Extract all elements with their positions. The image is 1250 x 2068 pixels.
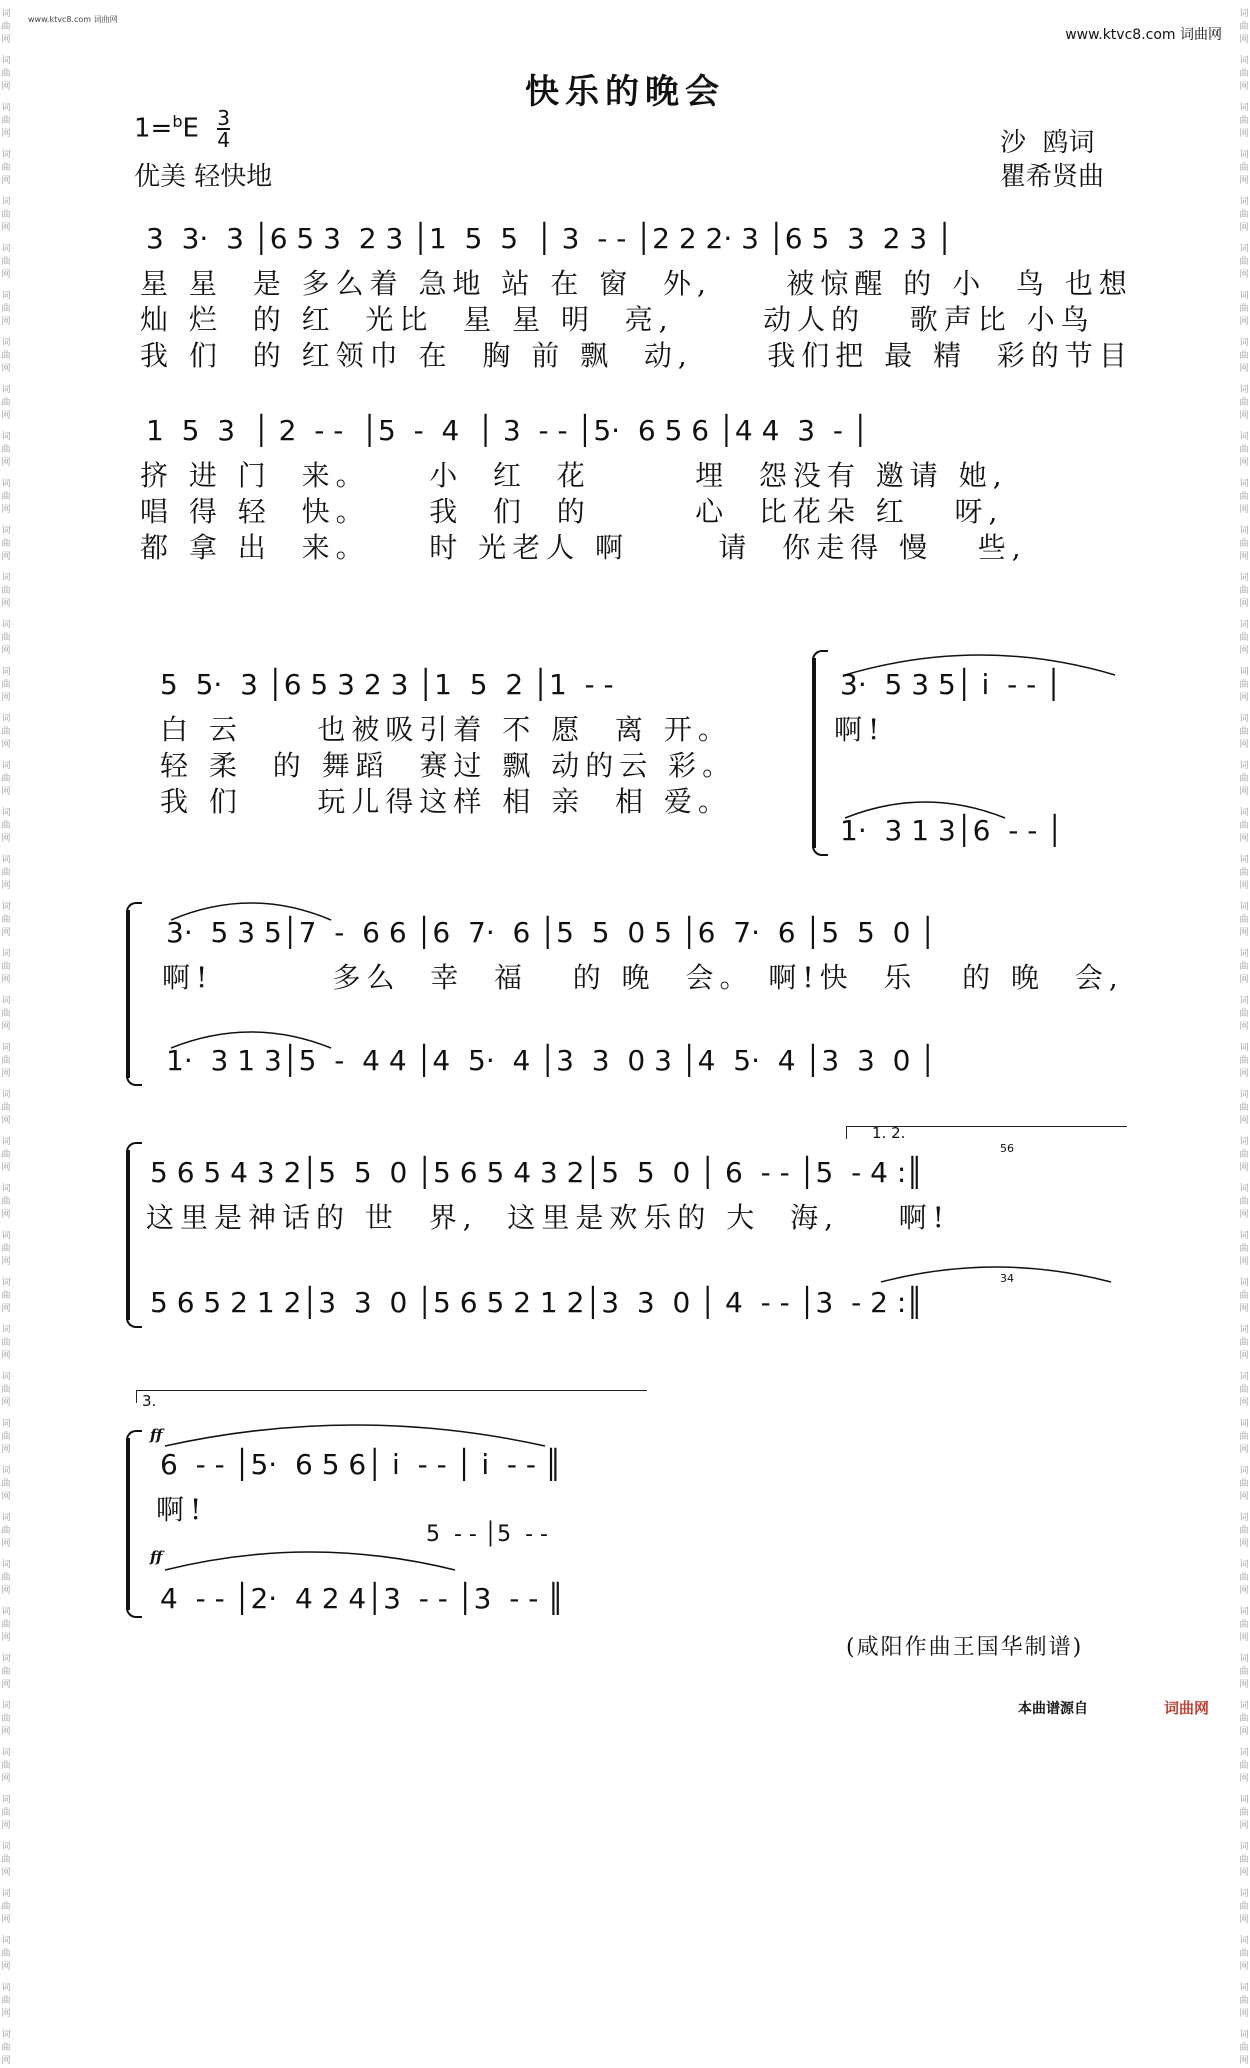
system-6-middle-notes: 5 - - │5 - - (426, 1522, 548, 1547)
key-signature (134, 108, 230, 150)
left-watermark-strip (0, 0, 12, 2066)
grace-notes-lower: 34 (1000, 1272, 1014, 1285)
side-watermark: 词 曲 网 (1, 1419, 11, 1455)
system-6-upper-lyric: 啊! (156, 1493, 208, 1526)
system-3-lower-notes: 1· 3 1 3│6 - - │ (840, 814, 1064, 847)
side-watermark: 词 曲 网 (1239, 761, 1249, 797)
system-4-bracket (126, 910, 130, 1078)
side-watermark: 词 曲 网 (1, 1983, 11, 2019)
side-watermark: 词 曲 网 (1239, 855, 1249, 891)
side-watermark: 词 曲 网 (1239, 103, 1249, 139)
song-title: 快乐的晚会 (525, 72, 725, 112)
side-watermark: 词 曲 网 (1239, 385, 1249, 421)
system-4-upper-notes: 3· 5 3 5│7 - 6 6 │6 7· 6 │5 5 0 5 │6 7· 6 │5 5 0 │ (166, 916, 937, 949)
side-watermark: 词 曲 网 (1, 855, 11, 891)
side-watermark: 词 曲 网 (1239, 808, 1249, 844)
side-watermark: 词 曲 网 (1239, 620, 1249, 656)
side-watermark: 词 曲 网 (1, 714, 11, 750)
side-watermark: 词 曲 网 (1, 1231, 11, 1267)
time-top: 3 (217, 106, 230, 130)
volta-1-2-label: 1. 2. (872, 1124, 906, 1142)
side-watermark: 词 曲 网 (1, 1043, 11, 1079)
side-watermark: 词 曲 网 (1239, 1513, 1249, 1549)
side-watermark: 词 曲 网 (1239, 1137, 1249, 1173)
side-watermark: 词 曲 网 (1239, 1795, 1249, 1831)
system-1-lyric-3: 我 们 的 红领巾 在 胸 前 飘 动, 我们把 最 精 彩的节目 (140, 339, 1133, 372)
side-watermark: 词 曲 网 (1, 1513, 11, 1549)
dynamic-ff-lower: ff (150, 1548, 163, 1566)
system-4-lower-notes: 1· 3 1 3│5 - 4 4 │4 5· 4 │3 3 0 3 │4 5· 4 │3 3 0 │ (166, 1044, 937, 1077)
side-watermark: 词 曲 网 (1, 385, 11, 421)
lyricist: 沙 鸥词 (1000, 128, 1095, 158)
system-1-lyric-1: 星 星 是 多么着 急地 站 在 窗 外, 被惊醒 的 小 鸟 也想 (140, 267, 1133, 300)
side-watermark: 词 曲 网 (1, 1842, 11, 1878)
top-left-site: www.ktvc8.com 词曲网 (28, 15, 118, 24)
system-5-lower-notes: 5 6 5 2 1 2│3 3 0 │5 6 5 2 1 2│3 3 0 │ 4 - - │3 - 2 :║ (150, 1286, 924, 1319)
side-watermark: 词 曲 网 (1, 56, 11, 92)
side-watermark: 词 曲 网 (1, 103, 11, 139)
side-watermark: 词 曲 网 (1239, 1419, 1249, 1455)
side-watermark: 词 曲 网 (1239, 573, 1249, 609)
side-watermark: 词 曲 网 (1239, 479, 1249, 515)
side-watermark: 词 曲 网 (1, 1560, 11, 1596)
system-5-upper-notes: 5 6 5 4 3 2│5 5 0 │5 6 5 4 3 2│5 5 0 │ 6 - - │5 - 4 :║ (150, 1156, 924, 1189)
side-watermark: 词 曲 网 (1, 1466, 11, 1502)
system-4-upper-lyric: 啊! 多么 幸 福 的 晚 会。 啊!快 乐 的 晚 会, (162, 961, 1124, 994)
system-2-notes: 1 5 3 │ 2 - - │5 - 4 │ 3 - - │5· 6 5 6 │4 4 3 - │ (146, 414, 869, 447)
transcriber-credit: (咸阳作曲王国华制谱) (846, 1635, 1084, 1660)
side-watermark: 词 曲 网 (1, 949, 11, 985)
system-3-upper-notes: 3· 5 3 5│ i - - │ (840, 668, 1062, 701)
system-5-bracket (126, 1150, 130, 1320)
side-watermark: 词 曲 网 (1, 526, 11, 562)
side-watermark: 词 曲 网 (1, 808, 11, 844)
system-6-lower-notes: 4 - - │2· 4 2 4│3 - - │3 - - ║ (160, 1582, 565, 1615)
system-6-lower-slur (160, 1540, 460, 1574)
system-3-lyric-2: 轻 柔 的 舞蹈 赛过 飘 动的云 彩。 (160, 749, 737, 782)
system-3-lyric-1: 白 云 也被吸引着 不 愿 离 开。 (160, 713, 732, 746)
top-right-site: www.ktvc8.com 词曲网 (1065, 27, 1222, 43)
volta-3-label: 3. (142, 1392, 157, 1410)
system-5-lower-slur (876, 1256, 1116, 1286)
side-watermark: 词 曲 网 (1, 244, 11, 280)
side-watermark: 词 曲 网 (1239, 1231, 1249, 1267)
side-watermark: 词 曲 网 (1, 197, 11, 233)
side-watermark: 词 曲 网 (1, 9, 11, 45)
side-watermark: 词 曲 网 (1, 291, 11, 327)
side-watermark: 词 曲 网 (1239, 244, 1249, 280)
side-watermark: 词 曲 网 (1, 1278, 11, 1314)
side-watermark: 词 曲 网 (1239, 1090, 1249, 1126)
side-watermark: 词 曲 网 (1239, 667, 1249, 703)
side-watermark: 词 曲 网 (1, 1090, 11, 1126)
side-watermark: 词 曲 网 (1239, 432, 1249, 468)
side-watermark: 词 曲 网 (1, 150, 11, 186)
side-watermark: 词 曲 网 (1, 996, 11, 1032)
side-watermark: 词 曲 网 (1, 902, 11, 938)
system-2-lyric-2: 唱 得 轻 快。 我 们 的 心 比花朵 红 呀, (140, 495, 1004, 528)
side-watermark: 词 曲 网 (1239, 1701, 1249, 1737)
time-signature (217, 108, 230, 150)
side-watermark: 词 曲 网 (1, 1889, 11, 1925)
volta-3 (136, 1390, 647, 1403)
system-6-upper-slur (160, 1410, 550, 1450)
composer: 瞿希贤曲 (1000, 162, 1105, 192)
system-3-bracket (812, 658, 816, 848)
side-watermark: 词 曲 网 (1, 432, 11, 468)
side-watermark: 词 曲 网 (1239, 1936, 1249, 1972)
tempo-marking: 优美 轻快地 (134, 162, 273, 192)
side-watermark: 词 曲 网 (1239, 1842, 1249, 1878)
side-watermark: 词 曲 网 (1, 1795, 11, 1831)
system-3-notes: 5 5· 3 │6 5 3 2 3 │1 5 2 │1 - - (160, 668, 614, 701)
side-watermark: 词 曲 网 (1239, 1372, 1249, 1408)
system-3-lyric-3: 我 们 玩儿得这样 相 亲 相 爱。 (160, 785, 732, 818)
side-watermark: 词 曲 网 (1, 573, 11, 609)
side-watermark: 词 曲 网 (1239, 996, 1249, 1032)
side-watermark: 词 曲 网 (1239, 1184, 1249, 1220)
side-watermark: 词 曲 网 (1239, 1043, 1249, 1079)
side-watermark: 词 曲 网 (1, 1936, 11, 1972)
side-watermark: 词 曲 网 (1239, 1325, 1249, 1361)
side-watermark: 词 曲 网 (1239, 1607, 1249, 1643)
key-prefix: 1= (134, 113, 173, 144)
side-watermark: 词 曲 网 (1, 1654, 11, 1690)
side-watermark: 词 曲 网 (1, 338, 11, 374)
side-watermark: 词 曲 网 (1, 1184, 11, 1220)
side-watermark: 词 曲 网 (1, 667, 11, 703)
side-watermark: 词 曲 网 (1239, 714, 1249, 750)
side-watermark: 词 曲 网 (1, 1137, 11, 1173)
side-watermark: 词 曲 网 (1239, 338, 1249, 374)
side-watermark: 词 曲 网 (1, 1607, 11, 1643)
side-watermark: 词 曲 网 (1, 2030, 11, 2066)
side-watermark: 词 曲 网 (1239, 949, 1249, 985)
time-bottom: 4 (217, 128, 230, 152)
side-watermark: 词 曲 网 (1, 479, 11, 515)
side-watermark: 词 曲 网 (1, 1748, 11, 1784)
side-watermark: 词 曲 网 (1, 1325, 11, 1361)
system-6-upper-notes: 6 - - │5· 6 5 6│ i - - │ i - - ║ (160, 1448, 562, 1481)
system-5-upper-lyric: 这里是神话的 世 界, 这里是欢乐的 大 海, 啊! (146, 1201, 950, 1234)
side-watermark: 词 曲 网 (1239, 1560, 1249, 1596)
side-watermark: 词 曲 网 (1239, 56, 1249, 92)
side-watermark: 词 曲 网 (1239, 9, 1249, 45)
side-watermark: 词 曲 网 (1239, 150, 1249, 186)
side-watermark: 词 曲 网 (1, 761, 11, 797)
side-watermark: 词 曲 网 (1, 1372, 11, 1408)
system-1-lyric-2: 灿 烂 的 红 光比 星 星 明 亮, 动人的 歌声比 小鸟 (140, 303, 1095, 336)
dynamic-ff-upper: ff (150, 1426, 163, 1444)
flat-sign: b (172, 111, 183, 131)
system-2-lyric-3: 都 拿 出 来。 时 光老人 啊 请 你走得 慢 些, (140, 531, 1027, 564)
system-2-lyric-1: 挤 进 门 来。 小 红 花 埋 怨没有 邀请 她, (140, 459, 1008, 492)
key-note: E (182, 113, 199, 144)
source-label: 本曲谱源自 (1018, 1701, 1088, 1717)
system-1-notes: 3 3· 3 │6 5 3 2 3 │1 5 5 │ 3 - - │2 2 2· 3 │6 5 3 2 3 │ (146, 222, 953, 255)
side-watermark: 词 曲 网 (1239, 1654, 1249, 1690)
side-watermark: 词 曲 网 (1239, 1889, 1249, 1925)
side-watermark: 词 曲 网 (1239, 1278, 1249, 1314)
side-watermark: 词 曲 网 (1, 620, 11, 656)
side-watermark: 词 曲 网 (1239, 1466, 1249, 1502)
grace-notes-upper: 56 (1000, 1142, 1014, 1155)
right-watermark-strip (1238, 0, 1250, 2066)
side-watermark: 词 曲 网 (1239, 2030, 1249, 2066)
side-watermark: 词 曲 网 (1239, 291, 1249, 327)
side-watermark: 词 曲 网 (1239, 1983, 1249, 2019)
side-watermark: 词 曲 网 (1239, 526, 1249, 562)
system-6-bracket (126, 1438, 130, 1610)
side-watermark: 词 曲 网 (1239, 1748, 1249, 1784)
side-watermark: 词 曲 网 (1239, 902, 1249, 938)
system-3-upper-lyric: 啊! (834, 713, 886, 746)
side-watermark: 词 曲 网 (1239, 197, 1249, 233)
side-watermark: 词 曲 网 (1, 1701, 11, 1737)
site-logo[interactable]: 词曲网 (1164, 1699, 1210, 1717)
